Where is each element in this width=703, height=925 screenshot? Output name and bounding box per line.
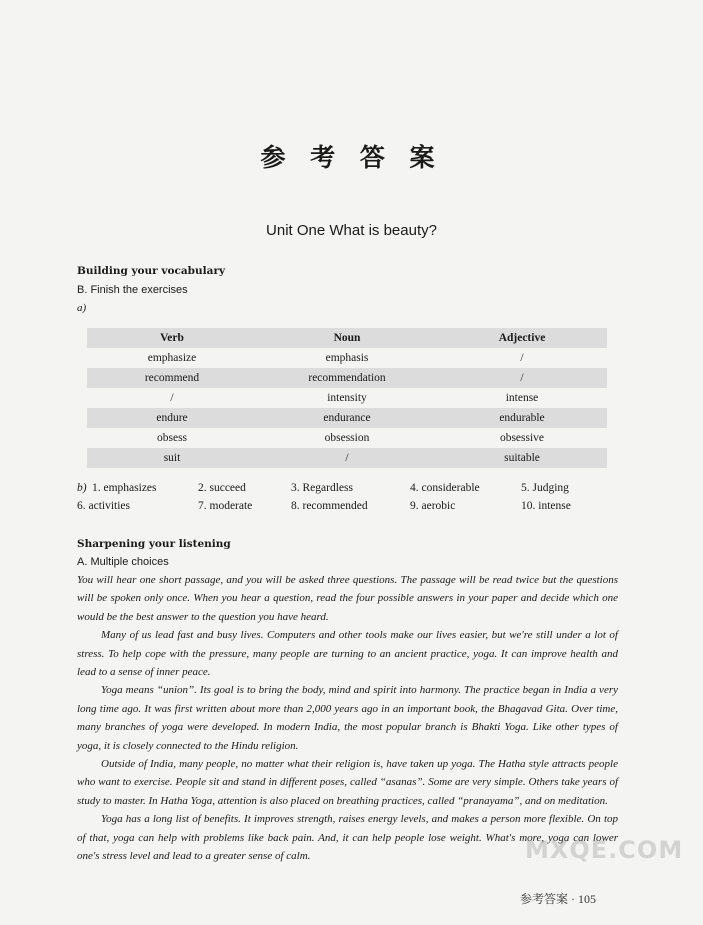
table-cell: obsess <box>156 432 188 444</box>
table-row <box>87 388 607 408</box>
table-cell: / <box>520 372 524 384</box>
table-cell: suitable <box>504 452 540 464</box>
answer-item: 2. succeed <box>198 482 246 494</box>
answer-item: 10. intense <box>521 500 571 512</box>
table-cell: intense <box>505 392 539 404</box>
table-cell: / <box>345 452 349 464</box>
answer-item: 8. recommended <box>291 500 368 512</box>
table-cell: / <box>170 392 174 404</box>
passage-paragraph: Many of us lead fast and busy lives. Computers and other tools make our lives easier, but we're still under a lot of stress. To help cope with the pressure, many people are turning to an ancient practice, yoga. It can improve health and lead to a sense of inner peace. <box>77 629 618 679</box>
unit-title: Unit One What is beauty? <box>266 222 437 239</box>
table-row <box>87 348 607 368</box>
table-cell: / <box>520 352 524 364</box>
passage <box>77 571 618 866</box>
passage-paragraph: You will hear one short passage, and you will be asked three questions. The passage will be read twice but the questions will be spoken only once. When you hear a question, read the four possible answers in your paper and decide which one would be the best answer to the question you have heard. <box>77 574 618 623</box>
table-cell: endurance <box>323 412 371 424</box>
answer-item: 3. Regardless <box>291 482 353 494</box>
table-cell: emphasis <box>325 352 369 364</box>
table-cell: suit <box>163 452 181 464</box>
passage-paragraph: Outside of India, many people, no matter what their religion is, have taken up yoga. The Hatha style attracts people who want to exercise. People sit and stand in different poses, called “asanas”. Some are very simple. Others take years of study to master. In Hatha Yoga, attention is also placed on breathing practices, called “pranayama”, and on meditation. <box>77 758 618 807</box>
part-b-label: b) <box>77 482 87 494</box>
answer-item: 9. aerobic <box>410 500 456 512</box>
table-cell: intensity <box>327 392 367 404</box>
listening-subheading: A. Multiple choices <box>77 556 169 568</box>
answer-item: 7. moderate <box>198 500 253 512</box>
passage-paragraph: Yoga means “union”. Its goal is to bring the body, mind and spirit into harmony. The practice began in India a very long time ago. It was first written about more than 2,000 years ago in an important book, the Bhagavad Gita. Over time, many branches of yoga were developed. In modern India, the most popular branch is Bhakti Yoga. Like other types of yoga, it is closely connected to the Hindu religion. <box>77 684 618 752</box>
part-a-label: a) <box>77 302 87 314</box>
vocab-subheading: B. Finish the exercises <box>77 284 188 296</box>
column-header: Verb <box>160 332 184 344</box>
vocab-heading: Building your vocabulary <box>77 265 226 277</box>
table-row <box>87 448 607 468</box>
column-header: Adjective <box>498 332 546 344</box>
table-row <box>87 368 607 388</box>
answer-item: 1. emphasizes <box>92 482 157 494</box>
watermark: MXQE.COM <box>525 836 684 864</box>
table-cell: endurable <box>499 412 545 424</box>
table-header-row <box>87 328 607 348</box>
table-cell: obsessive <box>499 432 545 444</box>
page-title: 参 考 答 案 <box>260 143 443 172</box>
page-footer: 参考答案 · 105 <box>520 892 596 906</box>
table-cell: emphasize <box>147 352 197 364</box>
answer-item: 4. considerable <box>410 482 480 494</box>
table-cell: endure <box>156 412 188 424</box>
table-row <box>87 408 607 428</box>
answer-item: 6. activities <box>77 500 131 512</box>
table-cell: recommendation <box>308 372 386 384</box>
table-cell: obsession <box>324 432 370 444</box>
table-row <box>87 428 607 448</box>
vocabulary-table <box>87 328 607 468</box>
column-header: Noun <box>333 332 361 344</box>
listening-heading: Sharpening your listening <box>77 538 231 550</box>
passage-paragraph: Yoga has a long list of benefits. It improves strength, raises energy levels, and makes a person more flexible. On top of that, yoga can help with problems like back pain. And, it can help people lose weight. What's more, yoga can lower one's stress level and lead to a greater sense of calm. <box>77 813 618 863</box>
answer-item: 5. Judging <box>521 482 569 494</box>
table-cell: recommend <box>144 372 200 384</box>
